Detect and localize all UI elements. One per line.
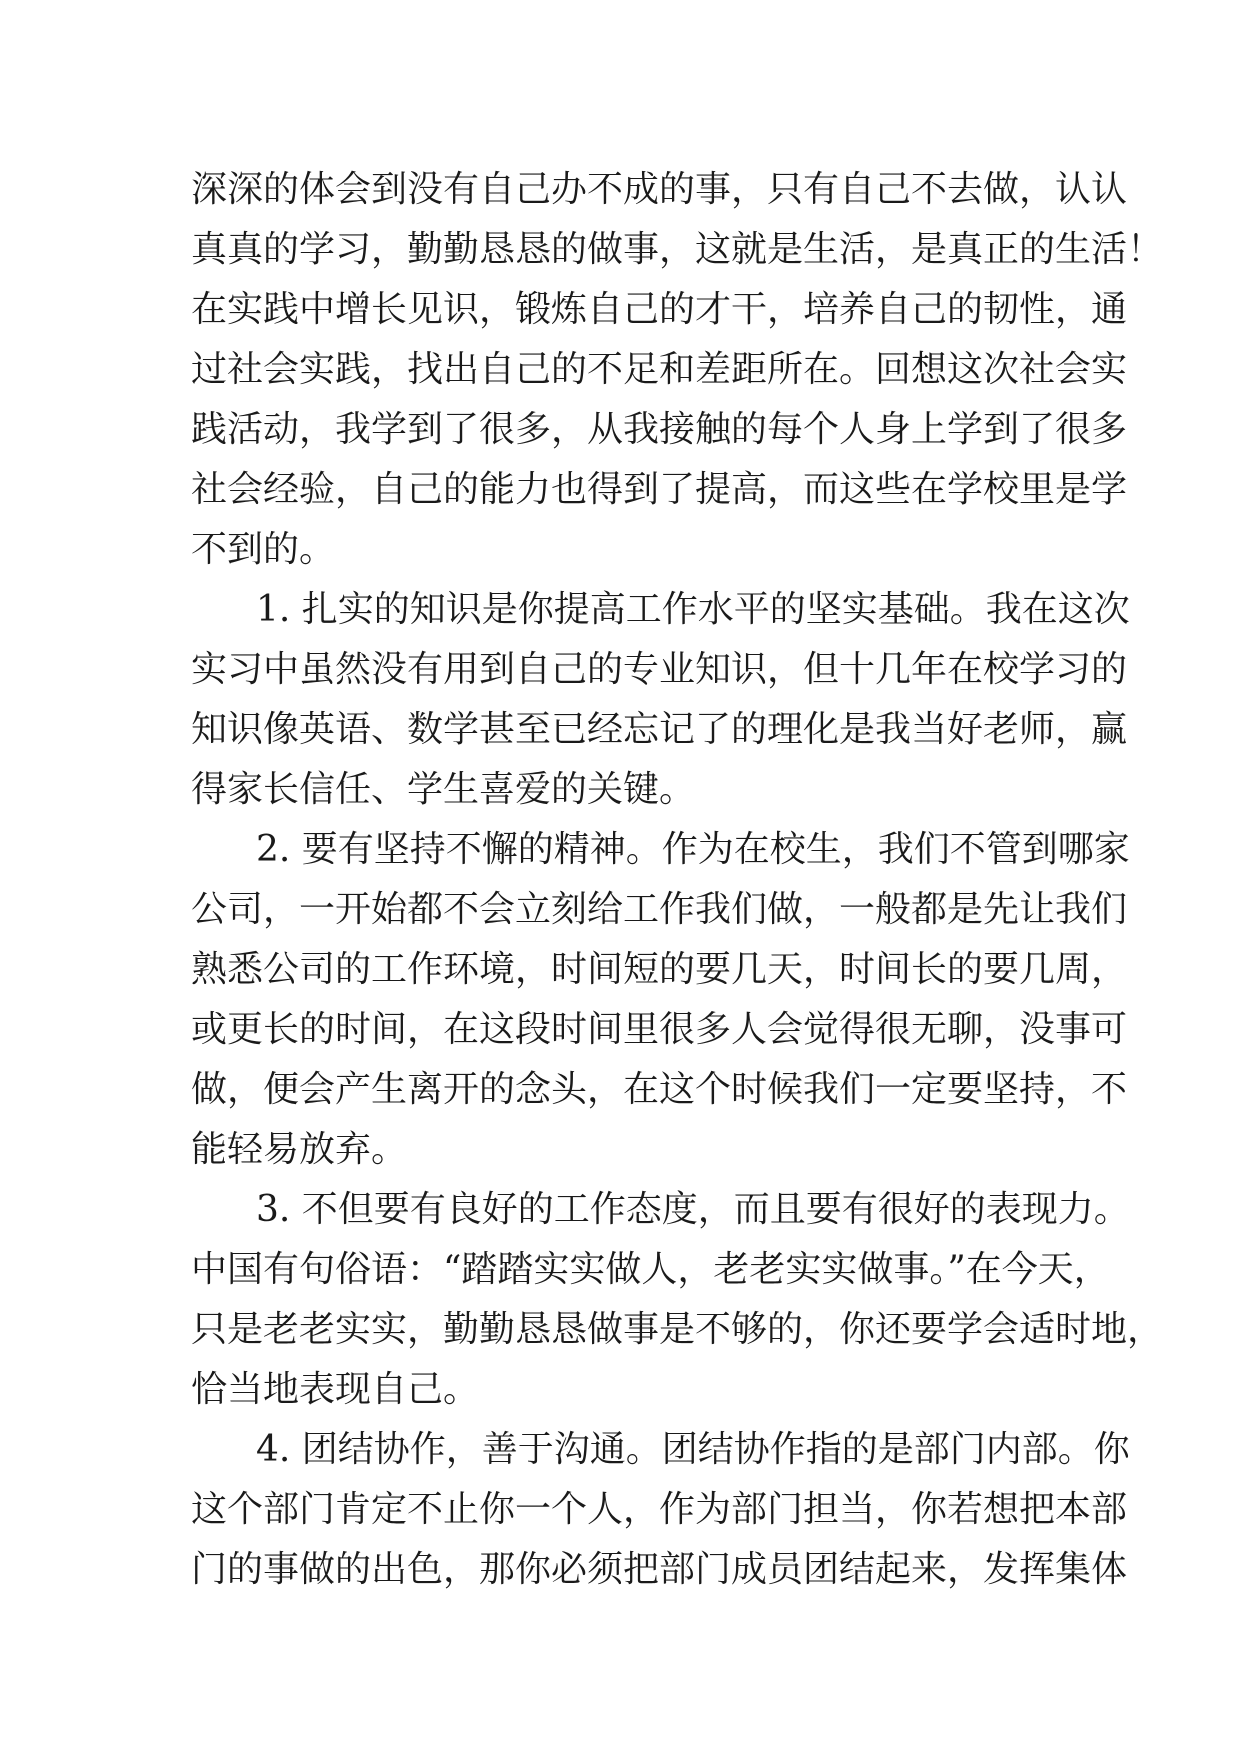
list-item-3-line: 3. 不但要有良好的工作态度，而且要有很好的表现力。 <box>256 1189 1130 1230</box>
text-line: 门的事做的出色，那你必须把部门成员团结起来，发挥集体 <box>191 1549 1128 1590</box>
text-line: 中国有句俗语：“踏踏实实做人，老老实实做事。”在今天， <box>191 1249 1110 1290</box>
list-item-1-line: 1. 扎实的知识是你提高工作水平的坚实基础。我在这次 <box>256 589 1130 630</box>
text-line: 能轻易放弃。 <box>191 1129 408 1170</box>
text-line: 恰当地表现自己。 <box>191 1369 480 1410</box>
text-line: 在实践中增长见识，锻炼自己的才干，培养自己的韧性，通 <box>191 289 1128 330</box>
text-line: 做，便会产生离开的念头，在这个时候我们一定要坚持，不 <box>191 1069 1128 1110</box>
list-item-4-line: 4. 团结协作，善于沟通。团结协作指的是部门内部。你 <box>256 1429 1130 1470</box>
text-line: 得家长信任、学生喜爱的关键。 <box>191 769 696 810</box>
text-line: 深深的体会到没有自己办不成的事，只有自己不去做，认认 <box>191 169 1128 210</box>
text-line: 社会经验，自己的能力也得到了提高，而这些在学校里是学 <box>191 469 1128 510</box>
text-line: 过社会实践，找出自己的不足和差距所在。回想这次社会实 <box>191 349 1128 390</box>
text-line: 公司，一开始都不会立刻给工作我们做，一般都是先让我们 <box>191 889 1128 930</box>
text-line: 熟悉公司的工作环境，时间短的要几天，时间长的要几周， <box>191 949 1128 990</box>
text-line: 不到的。 <box>191 529 336 570</box>
text-line: 这个部门肯定不止你一个人，作为部门担当，你若想把本部 <box>191 1489 1128 1530</box>
text-line: 实习中虽然没有用到自己的专业知识，但十几年在校学习的 <box>191 649 1128 690</box>
list-item-2-line: 2. 要有坚持不懈的精神。作为在校生，我们不管到哪家 <box>256 829 1130 870</box>
text-line: 知识像英语、数学甚至已经忘记了的理化是我当好老师，赢 <box>191 709 1128 750</box>
text-line: 践活动，我学到了很多，从我接触的每个人身上学到了很多 <box>191 409 1128 450</box>
text-line: 只是老老实实，勤勤恳恳做事是不够的，你还要学会适时地， <box>191 1309 1164 1350</box>
text-line: 或更长的时间，在这段时间里很多人会觉得很无聊，没事可 <box>191 1009 1128 1050</box>
text-line: 真真的学习，勤勤恳恳的做事，这就是生活，是真正的生活！ <box>191 229 1164 270</box>
